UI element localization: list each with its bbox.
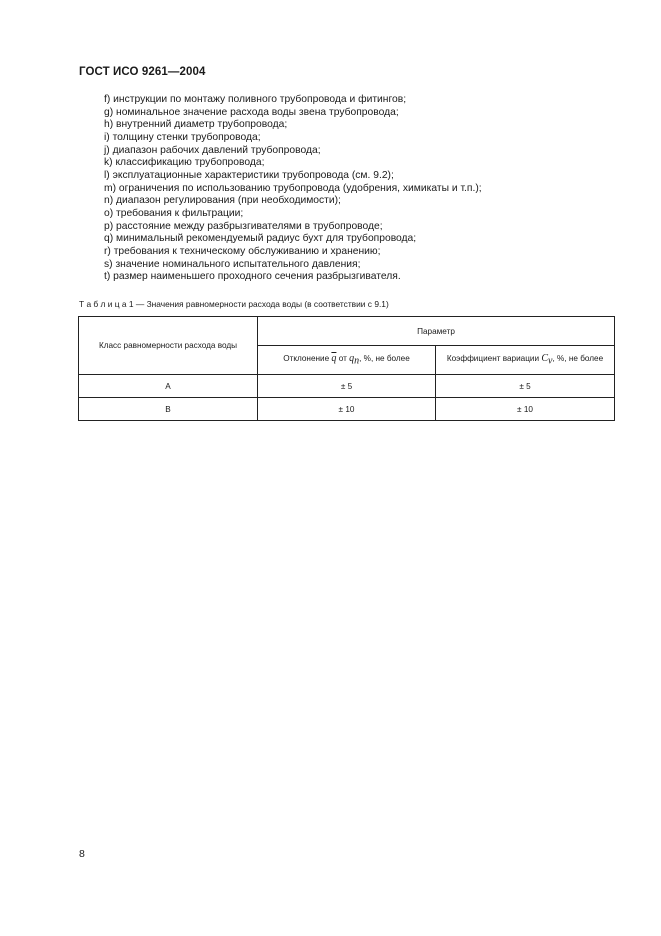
list-item: j) диапазон рабочих давлений трубопровода; bbox=[104, 144, 321, 156]
deviation-header-mid: от bbox=[336, 354, 350, 364]
table-row bbox=[79, 398, 615, 421]
list-item: f) инструкции по монтажу поливного трубопровода и фитингов; bbox=[104, 94, 407, 105]
variation-header-suffix: , %, не более bbox=[552, 354, 604, 364]
list-item: p) расстояние между разбрызгивателями в трубопроводе; bbox=[104, 220, 383, 232]
cv-symbol: C bbox=[541, 353, 549, 365]
list-item: q) минимальный рекомендуемый радиус бухт для трубопровода; bbox=[104, 233, 417, 245]
list-item: k) классификацию трубопровода; bbox=[104, 157, 265, 169]
deviation-cell: ± 5 bbox=[258, 375, 436, 398]
variation-header-prefix: Коэффициент вариации bbox=[446, 354, 542, 364]
parameter-header: Параметр bbox=[258, 317, 615, 346]
uniformity-table bbox=[78, 316, 615, 421]
cv-subscript: v bbox=[548, 355, 553, 367]
list-item: s) значение номинального испытательного давления; bbox=[104, 258, 361, 270]
deviation-cell: ± 10 bbox=[258, 398, 436, 421]
list-item: m) ограничения по использованию трубопровода (удобрения, химикаты и т.п.); bbox=[104, 182, 482, 194]
table-caption-text: — Значения равномерности расхода воды (в соответствии с 9.1) bbox=[133, 299, 389, 309]
class-column-header: Класс равномерности расхода воды bbox=[79, 317, 258, 375]
class-cell: B bbox=[79, 398, 258, 421]
variation-cell: ± 10 bbox=[436, 398, 615, 421]
list-item: l) эксплуатационные характеристики трубопровода (см. 9.2); bbox=[104, 169, 394, 181]
q-symbol: q bbox=[349, 353, 355, 365]
variation-header bbox=[436, 346, 615, 375]
table-caption bbox=[79, 299, 389, 309]
requirements-list bbox=[104, 94, 482, 284]
deviation-header bbox=[258, 346, 436, 375]
q-subscript: n bbox=[354, 355, 360, 367]
document-header: ГОСТ ИСО 9261—2004 bbox=[79, 66, 206, 78]
list-item: r) требования к техническому обслуживанию и хранению; bbox=[104, 245, 381, 257]
list-item: i) толщину стенки трубопровода; bbox=[104, 131, 261, 143]
table-row bbox=[79, 375, 615, 398]
list-item: t) размер наименьшего проходного сечения разбрызгивателя. bbox=[104, 271, 401, 283]
deviation-header-prefix: Отклонение bbox=[283, 354, 332, 364]
q-bar-symbol: $\overline{q}$ bbox=[331, 353, 337, 365]
variation-cell: ± 5 bbox=[436, 375, 615, 398]
table-caption-label: Т а б л и ц а 1 bbox=[79, 299, 134, 309]
list-item: g) номинальное значение расхода воды звена трубопровода; bbox=[104, 106, 399, 118]
class-cell: A bbox=[79, 375, 258, 398]
deviation-header-suffix: , %, не более bbox=[359, 354, 410, 364]
list-item: h) внутренний диаметр трубопровода; bbox=[104, 119, 288, 131]
list-item: n) диапазон регулирования (при необходимости); bbox=[104, 195, 341, 207]
list-item: o) требования к фильтрации; bbox=[104, 207, 244, 219]
page-number: 8 bbox=[79, 848, 85, 860]
